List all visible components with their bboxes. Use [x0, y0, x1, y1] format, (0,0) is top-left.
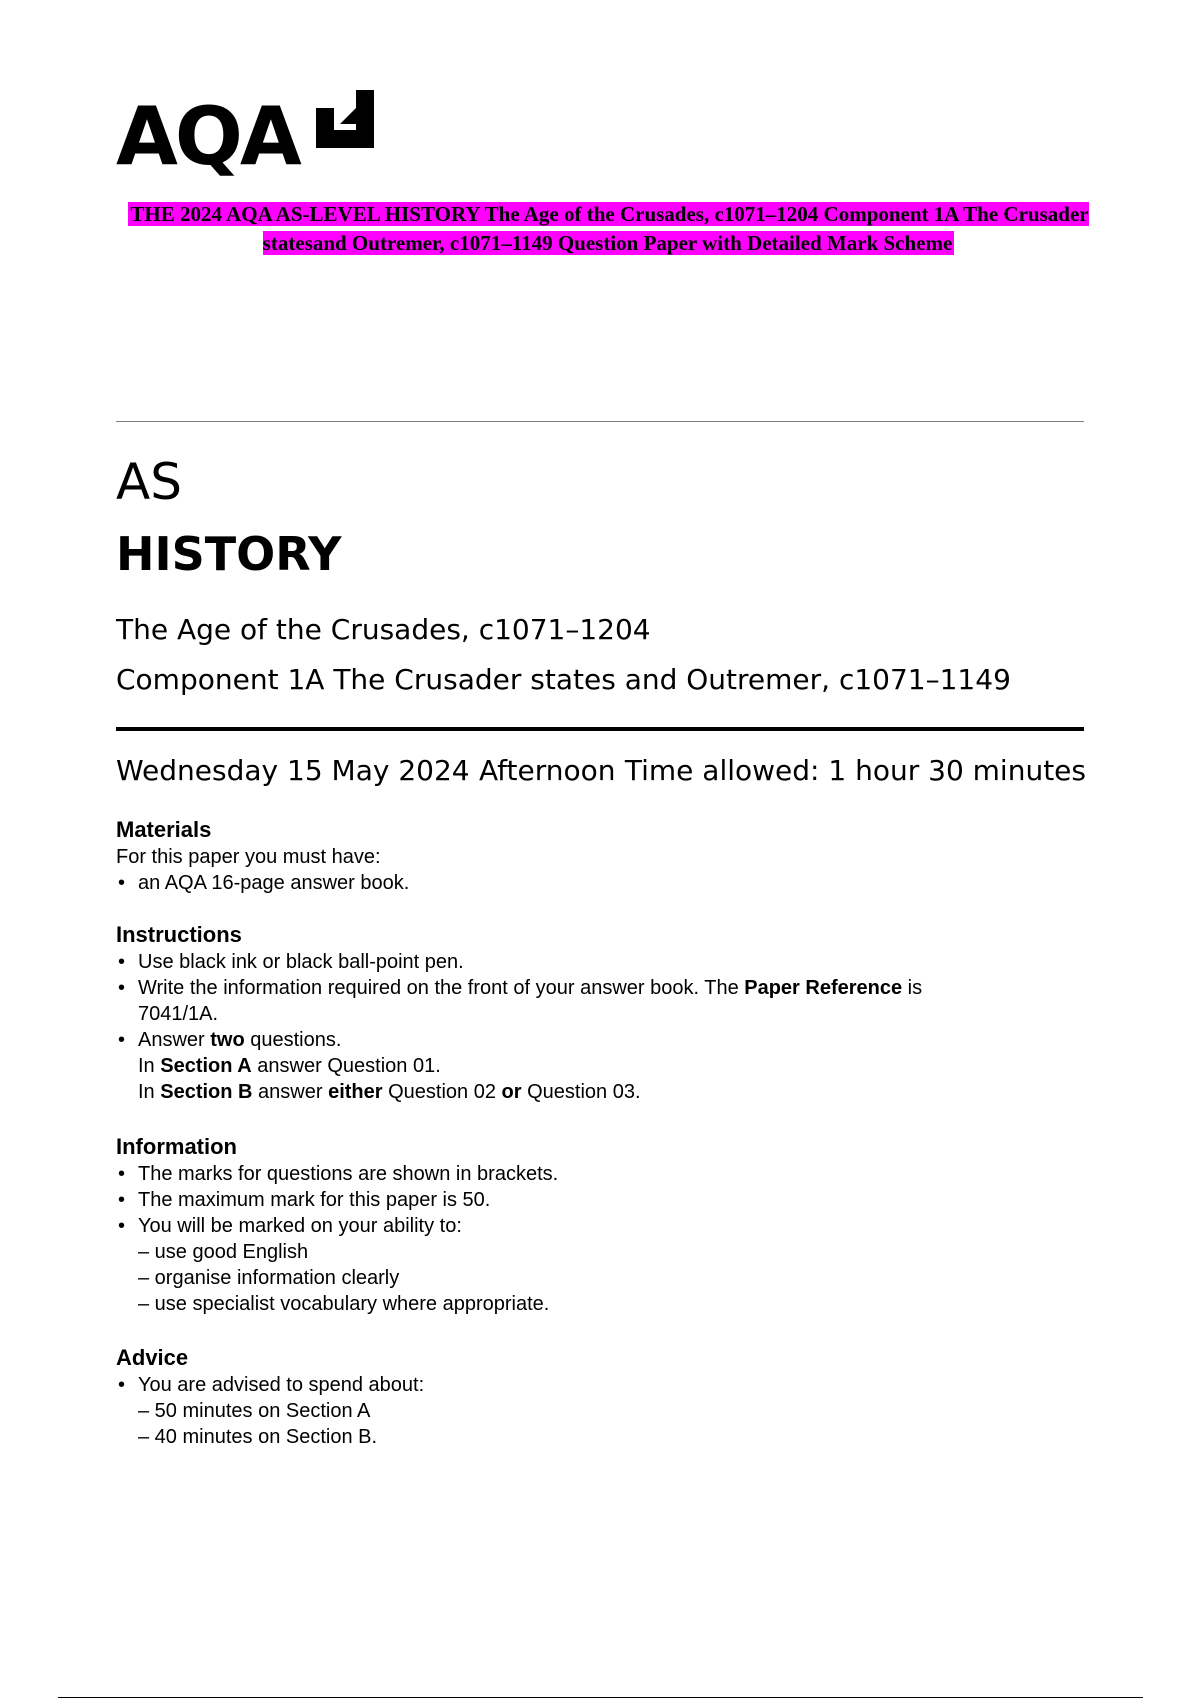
bullet: •	[118, 951, 126, 973]
aqa-logo	[116, 88, 376, 183]
highlighted-document-title	[116, 200, 1101, 258]
advice-section	[116, 1344, 1076, 1450]
list-item	[116, 870, 1076, 896]
information-section	[116, 1133, 1076, 1317]
instructions-heading: Instructions	[116, 922, 242, 947]
advice-subitem: – 50 minutes on Section A	[138, 1400, 371, 1422]
instruction-text: In	[138, 1055, 161, 1077]
instruction-emphasis: Section B	[160, 1081, 253, 1103]
bullet: •	[118, 1215, 126, 1237]
instruction-text: is	[902, 977, 923, 999]
instruction-text: answer Question 01.	[251, 1055, 441, 1077]
exam-session: Afternoon	[478, 754, 616, 787]
component-title: Component 1A The Crusader states and Outremer, c1071–1149	[116, 663, 1011, 696]
subject-title: HISTORY	[116, 527, 342, 581]
instruction-text: answer	[252, 1081, 329, 1103]
instruction-emphasis: two	[210, 1029, 245, 1051]
topic-title: The Age of the Crusades, c1071–1204	[116, 613, 651, 646]
paper-reference-code: 7041/1A.	[138, 1003, 219, 1025]
information-text: You will be marked on your ability to:	[138, 1215, 462, 1237]
information-subitem: – organise information clearly	[138, 1267, 400, 1289]
list-item	[116, 949, 1076, 975]
instruction-text: Use black ink or black ball-point pen.	[138, 951, 464, 973]
header-divider	[116, 421, 1084, 422]
bullet: •	[118, 977, 126, 999]
title-divider	[116, 727, 1084, 731]
materials-section	[116, 816, 1076, 896]
bullet: •	[118, 1163, 126, 1185]
footer-divider	[58, 1697, 1143, 1698]
information-text: The maximum mark for this paper is 50.	[138, 1189, 491, 1211]
bullet: •	[118, 1374, 126, 1396]
exam-date: Wednesday 15 May 2024	[116, 754, 470, 787]
list-item	[116, 1161, 1076, 1187]
exam-time-allowed: Time allowed: 1 hour 30 minutes	[624, 754, 1086, 787]
advice-text: You are advised to spend about:	[138, 1374, 425, 1396]
bullet: •	[118, 1029, 126, 1051]
paper-reference-label: Paper Reference	[744, 977, 903, 999]
information-subitem: – use good English	[138, 1241, 309, 1263]
exam-details-row	[116, 749, 1086, 793]
instruction-text: questions.	[244, 1029, 342, 1051]
aqa-tick-mark-icon	[316, 90, 374, 148]
materials-item-text: an AQA 16-page answer book.	[138, 872, 410, 894]
aqa-logo-text: AQA	[116, 90, 299, 183]
instruction-emphasis: or	[501, 1081, 522, 1103]
highlighted-title-text: THE 2024 AQA AS-LEVEL HISTORY The Age of the Crusades, c1071–1204 Component 1A The Crusader statesand Outremer, c1071–1149 Question Paper with Detailed Mark Scheme	[130, 202, 1089, 255]
instruction-emphasis: Section A	[160, 1055, 252, 1077]
instruction-text: Question 03.	[521, 1081, 641, 1103]
materials-list	[116, 870, 1076, 896]
instructions-section	[116, 921, 1076, 1105]
list-item	[116, 975, 1076, 1027]
instruction-text: Write the information required on the front of your answer book. The	[138, 977, 745, 999]
bullet: •	[118, 1189, 126, 1211]
list-item	[116, 1372, 1076, 1398]
instruction-text: Question 02	[382, 1081, 502, 1103]
advice-heading: Advice	[116, 1345, 189, 1370]
list-item	[116, 1213, 1076, 1239]
advice-subitem: – 40 minutes on Section B.	[138, 1426, 378, 1448]
advice-list	[116, 1372, 1076, 1398]
materials-heading: Materials	[116, 817, 212, 842]
qualification-level: AS	[116, 453, 182, 511]
information-subitem: – use specialist vocabulary where appropriate.	[138, 1293, 550, 1315]
list-item	[116, 1027, 1076, 1105]
instruction-text: Answer	[138, 1029, 211, 1051]
bullet: •	[118, 872, 126, 894]
list-item	[116, 1187, 1076, 1213]
instruction-text: In	[138, 1081, 161, 1103]
instruction-emphasis: either	[328, 1081, 383, 1103]
information-list	[116, 1161, 1076, 1239]
information-heading: Information	[116, 1134, 237, 1159]
instructions-list	[116, 949, 1076, 1105]
information-text: The marks for questions are shown in brackets.	[138, 1163, 559, 1185]
materials-intro: For this paper you must have:	[116, 846, 381, 868]
